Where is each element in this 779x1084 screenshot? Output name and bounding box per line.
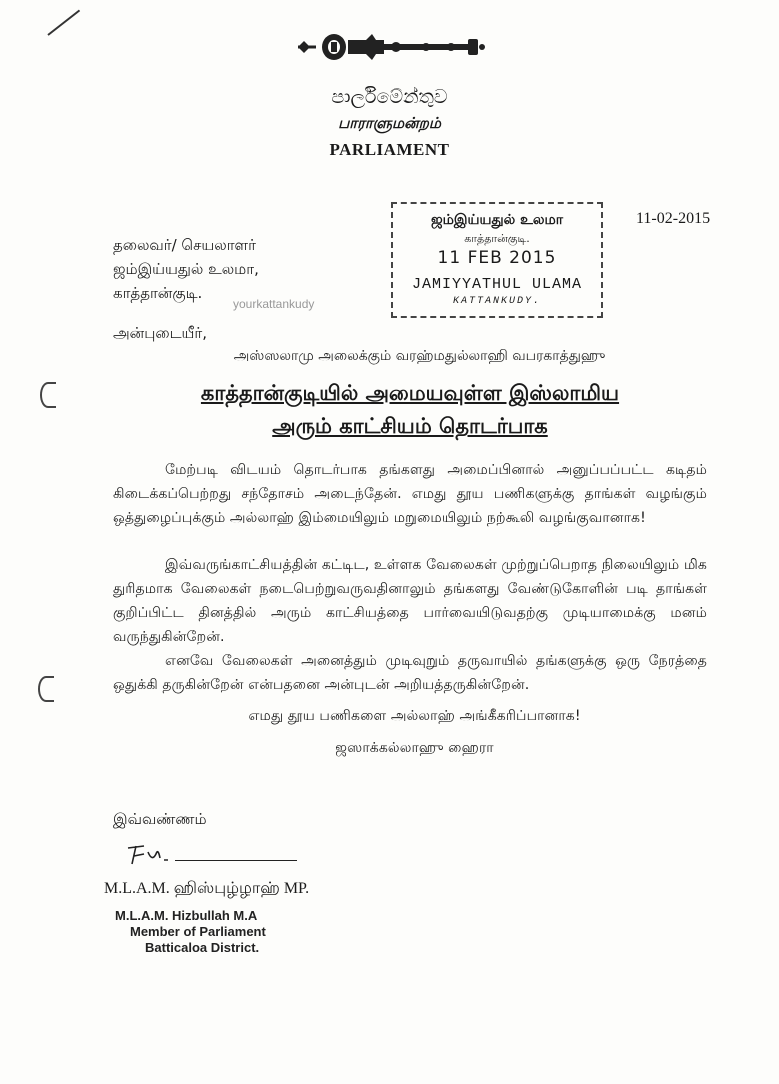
stamp-org: JAMIYYATHUL ULAMA: [411, 276, 583, 293]
prayer-line: எமது தூய பணிகளை அல்லாஹ் அங்கீகரிப்பானாக!: [248, 708, 581, 724]
seal-name: M.L.A.M. Hizbullah M.A: [115, 908, 258, 923]
recipient-line2: ஜம்இய்யதுல் உலமா,: [113, 260, 259, 278]
paragraph-text: இவ்வருங்காட்சியத்தின் கட்டிட, உள்ளக வேலைகள் முற்றுப்பெறாத நிலையிலும் மிக துரிதமாக வேலைகள் நடைபெற்றுவருவதினாலும் தங்களது வேண்டுகோளின் படி தாங்கள் குறிப்பிட்ட தினத்தில் அரும் காட்சியத்தை பார்வையிடுவதற்கு முடியாமைக்கு மனம் வருந்துகின்றேன்.: [113, 557, 707, 645]
parliament-mace-emblem-icon: [296, 30, 486, 64]
paragraph-text: மேற்படி விடயம் தொடர்பாக தங்களது அமைப்பினால் அனுப்பப்பட்ட கடிதம் கிடைக்கப்பெற்றது சந்தோசம் அடைந்தேன். எமது தூய பணிகளுக்கு தாங்கள் வழங்கும் ஒத்துழைப்புக்கும் அல்லாஹ் இம்மையிலும் மறுமையிலும் நற்கூலி வழங்குவானாக!: [113, 462, 707, 526]
subject-line2: அரும் காட்சியம் தொடர்பாக: [272, 414, 548, 438]
stamp-line1: ஜம்இய்யதுல் உலமா: [430, 212, 564, 228]
thanks-line: ஜஸாக்கல்லாஹு ஹைரா: [335, 740, 494, 756]
body-paragraph: [113, 649, 707, 697]
sinhala-title: පාර්ලිමේන්තුව: [331, 86, 448, 108]
stamp-date: 11 FEB 2015: [437, 248, 557, 268]
body-paragraph: [113, 458, 707, 530]
tamil-title: பாராளுமன்றம்: [338, 114, 441, 132]
signature-line: [175, 860, 297, 861]
punch-hole-mark: [38, 676, 54, 702]
pen-mark: [47, 10, 80, 36]
paragraph-text: எனவே வேலைகள் அனைத்தும் முடிவுறும் தருவாயில் தங்களுக்கு ஒரு நேரத்தை ஒதுக்கி தருகின்றேன் என்பதனை அன்புடன் அறியத்தருகின்றேன்.: [113, 653, 707, 693]
signer-name: M.L.A.M. ஹிஸ்புழ்ழாஹ் MP.: [104, 880, 310, 897]
recipient-line1: தலைவர்/ செயலாளர்: [113, 236, 256, 254]
stamp-line2: காத்தான்குடி.: [464, 232, 530, 245]
recipient-line3: காத்தான்குடி.: [113, 284, 203, 302]
stamp-place: KATTANKUDY.: [452, 296, 541, 307]
received-stamp: [391, 202, 603, 318]
seal-role: Member of Parliament: [130, 924, 266, 939]
salutation: அன்புடையீர்,: [113, 324, 207, 342]
handwritten-signature: [122, 838, 182, 872]
watermark: yourkattankudy: [233, 297, 315, 311]
seal-district: Batticaloa District.: [145, 940, 260, 955]
english-title: PARLIAMENT: [329, 140, 450, 159]
letter-date: 11-02-2015: [636, 210, 711, 227]
closing: இவ்வண்ணம்: [113, 810, 207, 828]
subject-line1: காத்தான்குடியில் அமையவுள்ள இஸ்லாமிய: [200, 381, 620, 405]
punch-hole-mark: [40, 382, 56, 408]
greeting: அஸ்ஸலாமு அலைக்கும் வரஹ்மதுல்லாஹி வபரகாத்துஹு: [233, 348, 606, 364]
body-paragraph: [113, 553, 707, 649]
